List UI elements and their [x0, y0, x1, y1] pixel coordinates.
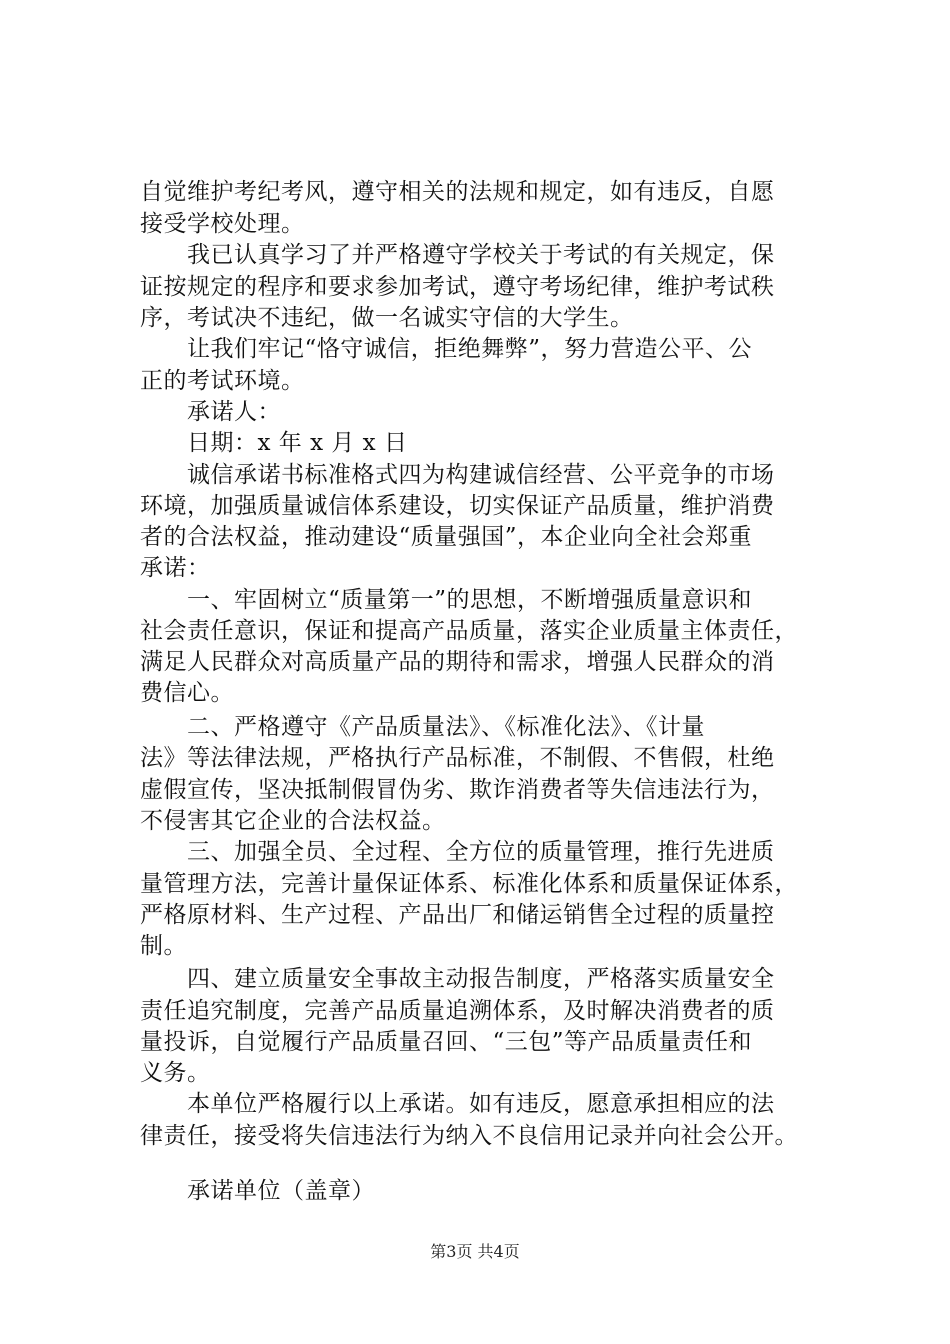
body-line: 律责任，接受将失信违法行为纳入不良信用记录并向社会公开。 [140, 1123, 798, 1149]
body-line: 量管理方法，完善计量保证体系、标准化体系和质量保证体系， [140, 871, 798, 897]
body-line: 者的合法权益，推动建设“质量强国”，本企业向全社会郑重 [140, 524, 753, 550]
body-line: 诚信承诺书标准格式四为构建诚信经营、公平竞争的市场 [140, 462, 775, 488]
body-line: 费信心。 [140, 680, 234, 706]
body-line: 社会责任意识，保证和提高产品质量，落实企业质量主体责任， [140, 618, 798, 644]
body-line: 量投诉，自觉履行产品质量召回、“三包”等产品质量责任和 [140, 1029, 753, 1055]
body-line: 证按规定的程序和要求参加考试，遵守考场纪律，维护考试秩 [140, 274, 775, 300]
body-line: 序，考试决不违纪，做一名诚实守信的大学生。 [140, 305, 634, 331]
date-line: 日期：x 年 x 月 x 日 [140, 430, 408, 456]
body-line: 接受学校处理。 [140, 211, 305, 237]
body-line: 承诺： [140, 555, 211, 581]
body-line: 不侵害其它企业的合法权益。 [140, 808, 446, 834]
body-line: 本单位严格履行以上承诺。如有违反，愿意承担相应的法 [140, 1091, 775, 1117]
body-line: 责任追究制度，完善产品质量追溯体系，及时解决消费者的质 [140, 998, 775, 1024]
body-line: 满足人民群众对高质量产品的期待和需求，增强人民群众的消 [140, 649, 775, 675]
body-line: 正的考试环境。 [140, 368, 305, 394]
signer-label: 承诺人： [140, 399, 281, 425]
body-line: 虚假宣传，坚决抵制假冒伪劣、欺诈消费者等失信违法行为， [140, 777, 775, 803]
body-line: 我已认真学习了并严格遵守学校关于考试的有关规定，保 [140, 242, 775, 268]
body-line: 严格原材料、生产过程、产品出厂和储运销售全过程的质量控 [140, 902, 775, 928]
body-line: 三、加强全员、全过程、全方位的质量管理，推行先进质 [140, 839, 775, 865]
body-line: 法》等法律法规，严格执行产品标准，不制假、不售假，杜绝 [140, 745, 775, 771]
page-number-footer: 第3页 共4页 [430, 1242, 520, 1261]
body-line: 制。 [140, 933, 187, 959]
body-line: 一、牢固树立“质量第一”的思想，不断增强质量意识和 [140, 587, 753, 613]
body-line: 二、严格遵守《产品质量法》、《标准化法》、《计量 [140, 714, 705, 740]
body-line: 让我们牢记“恪守诚信，拒绝舞弊”，努力营造公平、公 [140, 336, 753, 362]
body-line: 四、建立质量安全事故主动报告制度，严格落实质量安全 [140, 966, 775, 992]
body-line: 自觉维护考纪考风，遵守相关的法规和规定，如有违反，自愿 [140, 179, 775, 205]
body-line: 义务。 [140, 1060, 211, 1086]
stamp-label: 承诺单位（盖章） [140, 1178, 375, 1204]
body-line: 环境，加强质量诚信体系建设，切实保证产品质量，维护消费 [140, 493, 775, 519]
